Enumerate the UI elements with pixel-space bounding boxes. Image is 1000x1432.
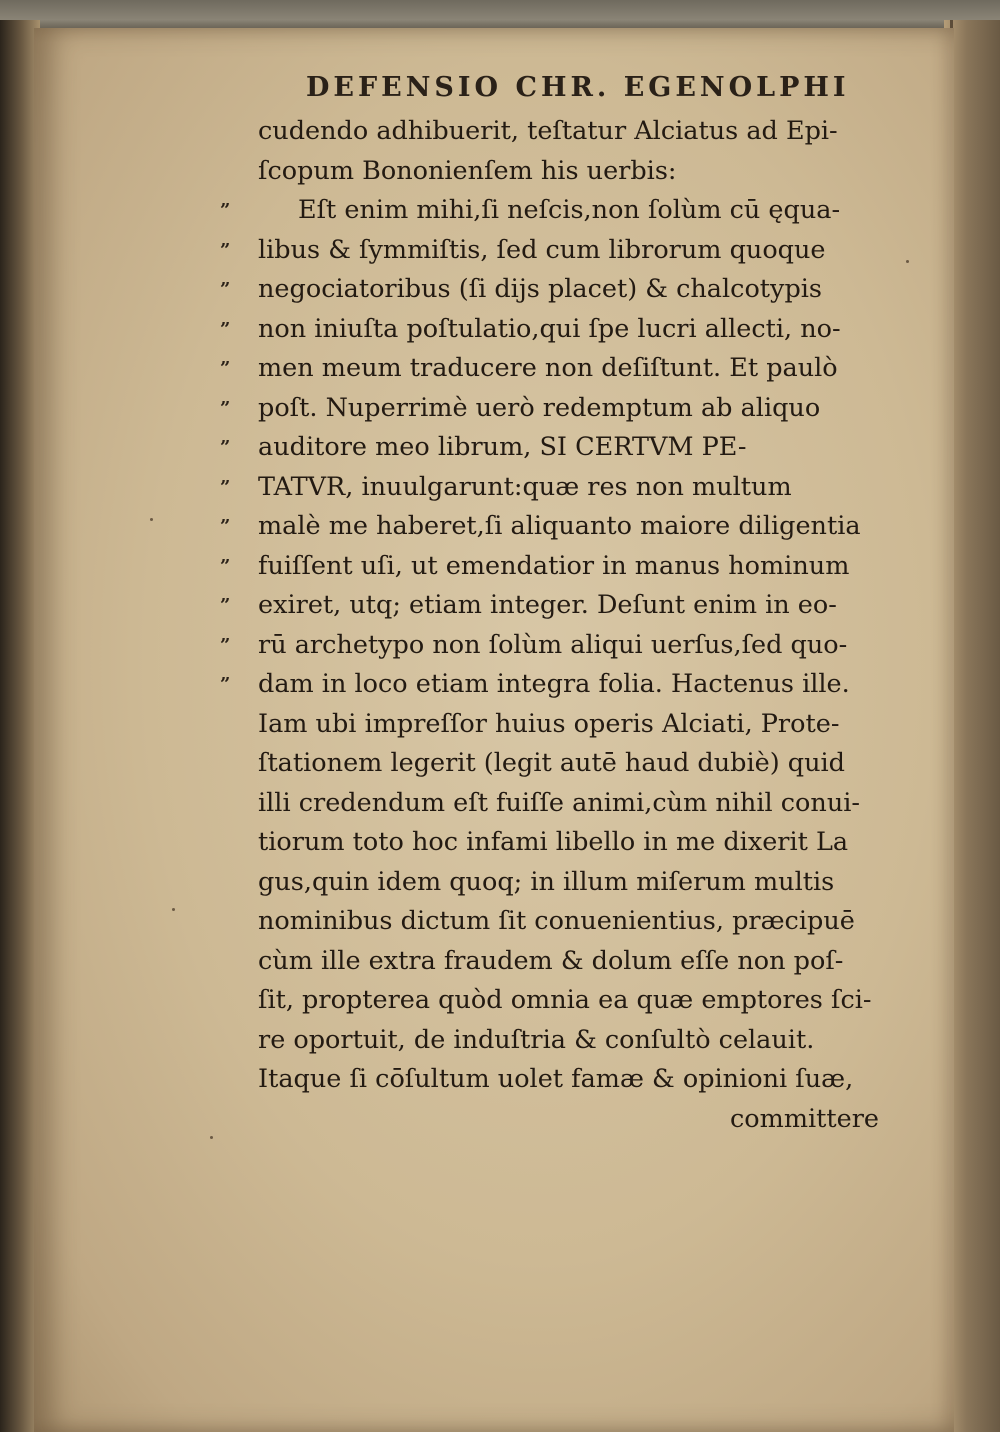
line-text: exiret, utq; etiam integer. Deſunt enim in eo-	[258, 590, 837, 620]
text-line	[222, 191, 912, 231]
quotation-mark: ”	[220, 516, 229, 537]
paper-speck	[210, 1136, 213, 1139]
line-text: ſtationem legerit (legit autē haud dubiè) quid	[258, 748, 845, 778]
line-text: cùm ille extra fraudem & dolum eſſe non poſ-	[258, 945, 844, 976]
line-text: Eſt enim mihi,ſi neſcis,non ſolùm cū ęqua-	[298, 195, 841, 225]
quotation-mark: ”	[220, 555, 229, 577]
line-text: gus,quin idem quoq; in illum miſerum multis	[258, 866, 835, 897]
quotation-mark: ”	[220, 674, 229, 695]
text-line	[222, 942, 912, 982]
quotation-mark: ”	[220, 200, 229, 221]
text-line	[222, 310, 912, 350]
line-text: Itaque ſi cōſultum uolet famæ & opinioni ſuæ,	[258, 1064, 854, 1094]
line-text: fuiſſent uſi, ut emendatior in manus hominum	[258, 550, 850, 581]
line-text: malè me haberet,ſi aliquanto maiore diligentia	[258, 511, 861, 541]
line-text: auditore meo librum, SI CERTVM PE-	[258, 432, 747, 462]
line-text: poſt. Nuperrimè uerò redemptum ab aliquo	[258, 392, 821, 423]
text-line	[222, 784, 912, 824]
text-line	[222, 981, 912, 1021]
quotation-mark: ”	[220, 358, 229, 379]
running-header: DEFENSIO CHR. EGENOLPHI	[306, 72, 850, 103]
line-text: libus & ſymmiſtis, ſed cum librorum quoque	[258, 234, 826, 265]
text-line	[222, 389, 912, 429]
line-text: re oportuit, de induſtria & conſultò celauit.	[258, 1024, 815, 1055]
line-text: dam in loco etiam integra folia. Hactenus ille.	[258, 669, 850, 699]
quotation-mark: ”	[220, 634, 229, 656]
text-line	[222, 705, 912, 745]
text-line	[222, 586, 912, 626]
text-line	[222, 428, 912, 468]
quotation-mark: ”	[220, 397, 229, 419]
quotation-mark: ”	[220, 595, 229, 616]
quotation-mark: ”	[220, 476, 229, 498]
body-text	[222, 112, 912, 1139]
text-line	[222, 863, 912, 903]
text-line	[222, 468, 912, 508]
text-line	[222, 902, 912, 942]
paper-speck	[150, 518, 153, 521]
quotation-mark: ”	[220, 239, 229, 261]
text-line	[222, 231, 912, 271]
text-line	[222, 1021, 912, 1061]
text-line	[222, 744, 912, 784]
text-line	[222, 112, 912, 152]
text-line	[222, 823, 912, 863]
catchword: committere	[730, 1103, 880, 1134]
text-line	[222, 349, 912, 389]
line-text: Iam ubi impreſſor huius operis Alciati, Prote-	[258, 708, 840, 739]
text-line	[222, 270, 912, 310]
line-text: cudendo adhibuerit, teſtatur Alciatus ad Epi-	[258, 116, 838, 146]
line-text: nominibus dictum ſit conuenientius, præcipuē	[258, 906, 855, 936]
line-text: non iniuſta poſtulatio,qui ſpe lucri allecti, no-	[258, 313, 841, 344]
line-text: rū archetypo non ſolùm aliqui uerſus,ſed quo-	[258, 629, 848, 660]
paper-speck	[172, 908, 175, 911]
text-line	[222, 152, 912, 192]
quotation-mark: ”	[220, 318, 229, 340]
line-text: negociatoribus (ſi dijs placet) & chalcotypis	[258, 274, 823, 304]
line-text: illi credendum eſt fuiſſe animi,cùm nihil conui-	[258, 787, 861, 818]
quotation-mark: ”	[220, 437, 229, 458]
text-line	[222, 547, 912, 587]
line-text: ſit, propterea quòd omnia ea quæ emptores ſci-	[258, 985, 872, 1015]
line-text: men meum traducere non deſiſtunt. Et paulò	[258, 353, 838, 383]
line-text: TATVR, inuulgarunt:quæ res non multum	[258, 471, 792, 502]
text-line	[222, 1060, 912, 1100]
catchword-line	[222, 1100, 912, 1140]
text-line	[222, 507, 912, 547]
line-text: ſcopum Bononienſem his uerbis:	[258, 155, 677, 186]
quotation-mark: ”	[220, 279, 229, 300]
line-text: tiorum toto hoc infami libello in me dixerit La	[258, 827, 849, 857]
text-line	[222, 626, 912, 666]
text-line	[222, 665, 912, 705]
